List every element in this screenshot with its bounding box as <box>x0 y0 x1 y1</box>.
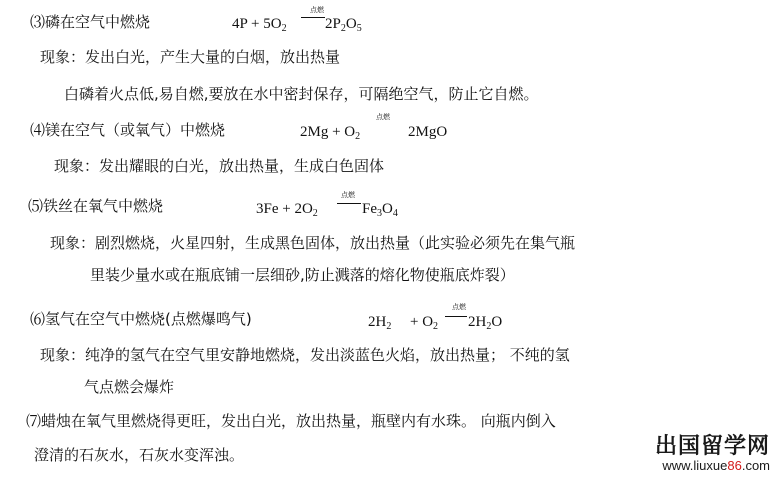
eq3-arrow <box>301 17 325 18</box>
heading-6: ⑹氢气在空气中燃烧(点燃爆鸣气) <box>30 310 252 328</box>
section-7-line1: ⑺蜡烛在氧气里燃烧得更旺，发出白光，放出热量，瓶壁内有水珠。 向瓶内倒入 <box>26 412 556 430</box>
eq5-rhs: Fe <box>362 201 377 217</box>
watermark-url-pre: www.liuxue <box>662 458 728 473</box>
eq6-lhs1: 2H <box>368 314 387 330</box>
eq3-lhs-sub: 2 <box>281 23 287 34</box>
eq5-rhs-mid: O <box>382 201 393 217</box>
eq4-condition: 点燃 <box>376 113 390 121</box>
eq6-rhs-end: O <box>491 314 503 330</box>
eq5-rhs-sub2: 4 <box>392 208 398 219</box>
eq4-lhs-sub: 2 <box>355 131 361 142</box>
eq5-arrow <box>337 203 361 204</box>
watermark-url-highlight: 86 <box>727 458 742 473</box>
watermark-url <box>655 459 770 473</box>
phenomenon-5-line2: 里装少量水或在瓶底铺一层细砂,防止溅落的熔化物使瓶底炸裂） <box>90 266 515 284</box>
eq6-lhs1-sub: 2 <box>386 321 392 332</box>
phenomenon-6-line2: 气点燃会爆炸 <box>84 378 175 396</box>
phenomenon-4: 现象：发出耀眼的白光，放出热量，生成白色固体 <box>54 157 385 175</box>
eq3-rhs: 2P <box>325 16 341 32</box>
heading-3: ⑶磷在空气中燃烧 <box>30 13 151 31</box>
phenomenon-6-line1: 现象：纯净的氢气在空气里安静地燃烧，发出淡蓝色火焰，放出热量； 不纯的氢 <box>40 346 570 364</box>
section-7-line2: 澄清的石灰水，石灰水变浑浊。 <box>34 446 245 464</box>
phenomenon-3: 现象：发出白光，产生大量的白烟，放出热量 <box>40 48 341 66</box>
eq5-lhs: 3Fe + 2O <box>256 201 313 217</box>
eq5-lhs-sub: 2 <box>312 208 318 219</box>
eq4-lhs: 2Mg + O <box>300 124 356 140</box>
eq5-rhs-sub1: 3 <box>377 208 382 219</box>
eq3-condition: 点燃 <box>310 6 324 14</box>
eq6-condition: 点燃 <box>452 303 466 311</box>
note-3: 白磷着火点低,易自燃,要放在水中密封保存，可隔绝空气，防止它自燃。 <box>64 85 539 103</box>
eq3-rhs-mid: O <box>345 16 357 32</box>
eq6-rhs-sub: 2 <box>486 321 492 332</box>
heading-4: ⑷镁在空气（或氧气）中燃烧 <box>30 121 226 139</box>
site-watermark <box>655 435 770 473</box>
eq3-lhs: 4P + 5O <box>232 16 282 32</box>
heading-5: ⑸铁丝在氧气中燃烧 <box>28 197 164 215</box>
eq5-condition: 点燃 <box>341 191 355 199</box>
eq4-rhs: 2MgO <box>408 124 448 140</box>
eq6-lhs2-sub: 2 <box>433 321 439 332</box>
eq3-rhs-sub2: 5 <box>356 23 362 34</box>
watermark-title: 出国留学网 <box>654 434 770 459</box>
eq6-arrow <box>445 316 467 317</box>
eq6-lhs2: + O <box>410 314 434 330</box>
phenomenon-5-line1: 现象：剧烈燃烧，火星四射，生成黑色固体，放出热量（此实验必须先在集气瓶 <box>50 234 576 252</box>
watermark-url-post: .com <box>741 458 770 473</box>
eq3-rhs-sub1: 2 <box>340 23 346 34</box>
eq6-rhs: 2H <box>468 314 487 330</box>
